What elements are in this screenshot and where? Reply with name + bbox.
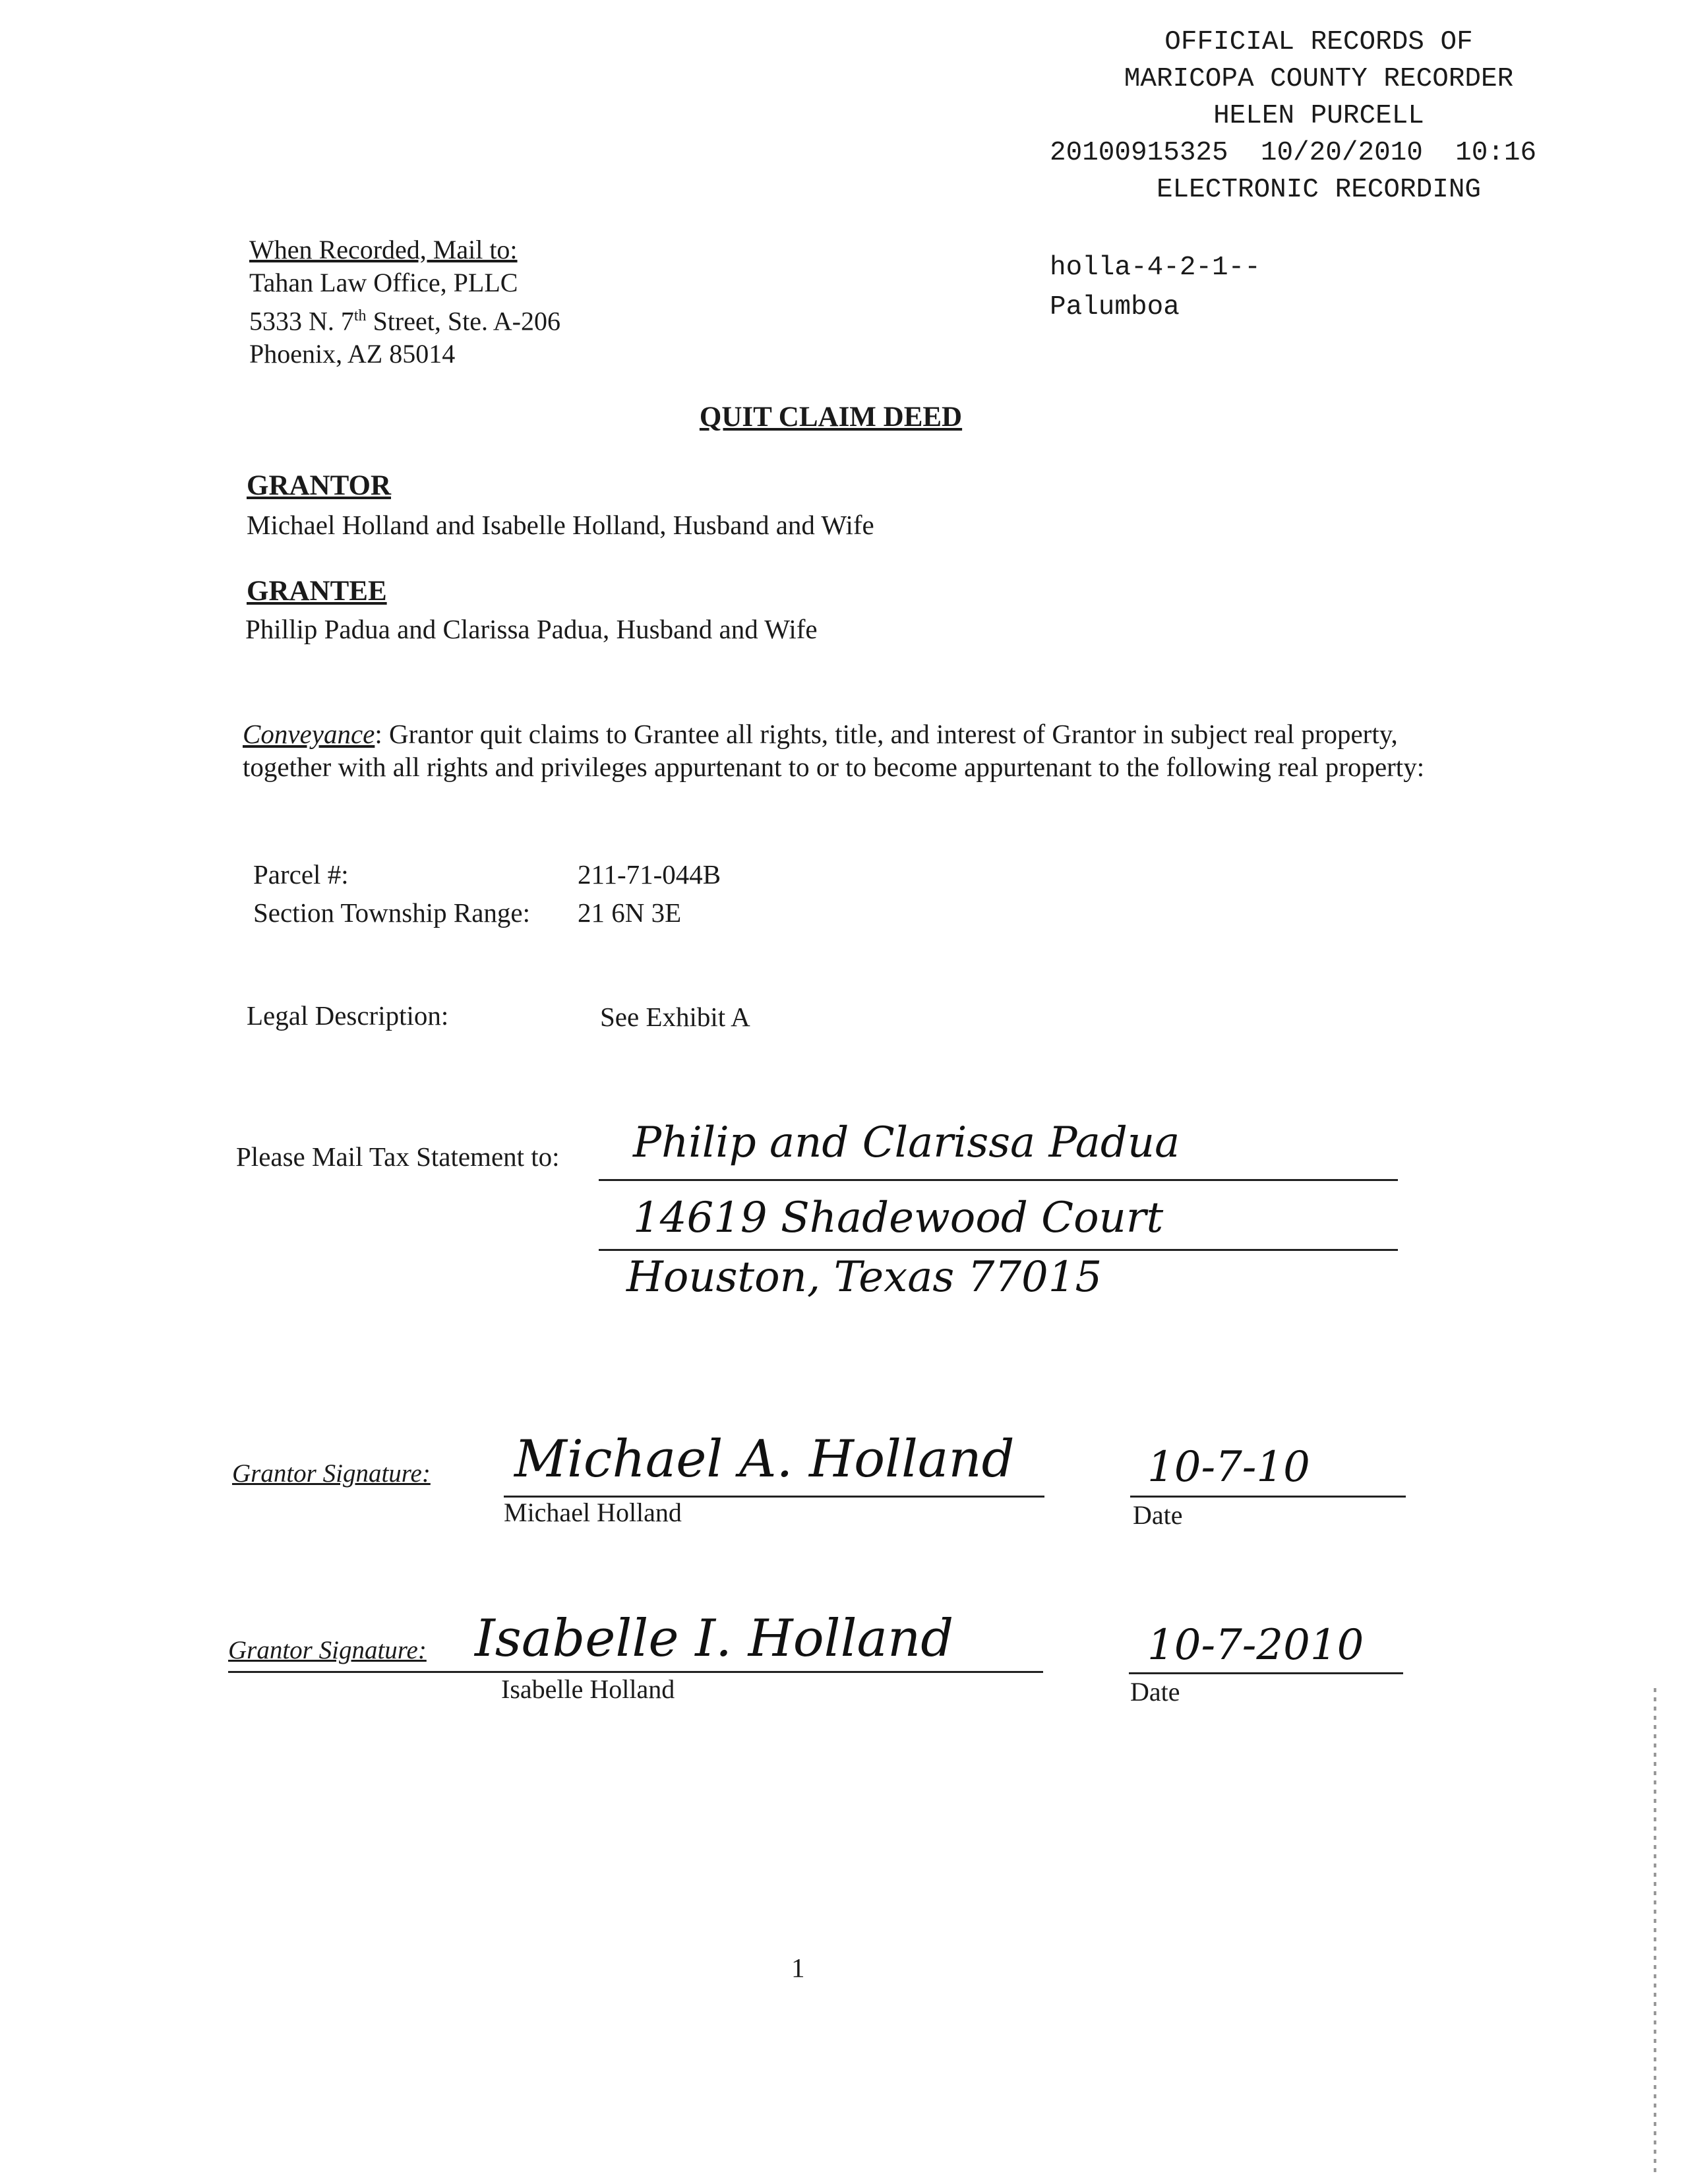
grantor-name-2: Isabelle Holland: [501, 1674, 675, 1704]
recorder-stamp: [1029, 24, 1662, 208]
grantor-signature-label-1: Grantor Signature:: [232, 1459, 431, 1488]
recording-code-2: Palumboa: [1050, 292, 1180, 322]
grantor-text: Michael Holland and Isabelle Holland, Husband and Wife: [247, 510, 874, 540]
str-value: 21 6N 3E: [578, 897, 682, 928]
tax-line-2: [599, 1249, 1398, 1251]
date-handwritten-2: 10-7-2010: [1147, 1621, 1364, 1670]
recorder-line-1: OFFICIAL RECORDS OF: [1164, 27, 1473, 57]
tax-handwritten-name: Philip and Clarissa Padua: [633, 1118, 1180, 1167]
grantor-signature-label-2: Grantor Signature:: [228, 1636, 427, 1664]
grantor-label: GRANTOR: [247, 470, 392, 501]
page-number: 1: [791, 1953, 805, 1983]
mail-to-line-2: 5333 N. 7th Street, Ste. A-206: [249, 306, 560, 336]
grantee-text: Phillip Padua and Clarissa Padua, Husband and Wife: [245, 614, 818, 644]
grantee-label: GRANTEE: [247, 576, 387, 607]
tax-statement-label: Please Mail Tax Statement to:: [236, 1141, 560, 1172]
recording-number: 20100915325 10/20/2010 10:16: [1050, 138, 1537, 168]
mail-to-line-3: Phoenix, AZ 85014: [249, 339, 456, 369]
date-label-2: Date: [1130, 1677, 1180, 1707]
grantor-signature-1: Michael A. Holland: [514, 1430, 1015, 1489]
recorder-line-5: ELECTRONIC RECORDING: [1156, 175, 1482, 205]
mail-to-block: [249, 233, 560, 371]
conveyance-text: : Grantor quit claims to Grantee all rights, title, and interest of Grantor in subject real property, together with all rights and privileges appurtenant to or to become appurtenant to the following real property:: [243, 719, 1425, 782]
document-title: QUIT CLAIM DEED: [699, 402, 963, 433]
legal-label: Legal Description:: [247, 1000, 449, 1031]
legal-value: See Exhibit A: [600, 1002, 750, 1032]
date-line-1: [1130, 1496, 1406, 1498]
recording-code-1: holla-4-2-1--: [1050, 253, 1261, 283]
grantor-name-1: Michael Holland: [504, 1498, 682, 1527]
date-line-2: [1129, 1672, 1403, 1674]
tax-line-1: [599, 1179, 1398, 1181]
tax-handwritten-city: Houston, Texas 77015: [626, 1253, 1102, 1302]
recording-code: [1050, 248, 1261, 327]
str-label: Section Township Range:: [253, 897, 531, 928]
mail-to-line-1: Tahan Law Office, PLLC: [249, 268, 518, 297]
tax-handwritten-street: 14619 Shadewood Court: [633, 1194, 1164, 1242]
mail-to-heading: When Recorded, Mail to:: [249, 235, 518, 264]
parcel-value: 211-71-044B: [578, 859, 721, 890]
date-label-1: Date: [1133, 1500, 1183, 1530]
grantor-signature-2: Isabelle I. Holland: [475, 1609, 954, 1668]
conveyance-label: Conveyance: [243, 719, 375, 749]
date-handwritten-1: 10-7-10: [1147, 1443, 1310, 1492]
conveyance-paragraph: [243, 717, 1430, 783]
recorder-line-2: MARICOPA COUNTY RECORDER: [1124, 64, 1514, 94]
recorder-line-3: HELEN PURCELL: [1213, 101, 1424, 131]
signature-line-2: [228, 1671, 1043, 1673]
parcel-label: Parcel #:: [253, 859, 349, 890]
scan-edge-artifact: [1654, 1688, 1656, 2176]
